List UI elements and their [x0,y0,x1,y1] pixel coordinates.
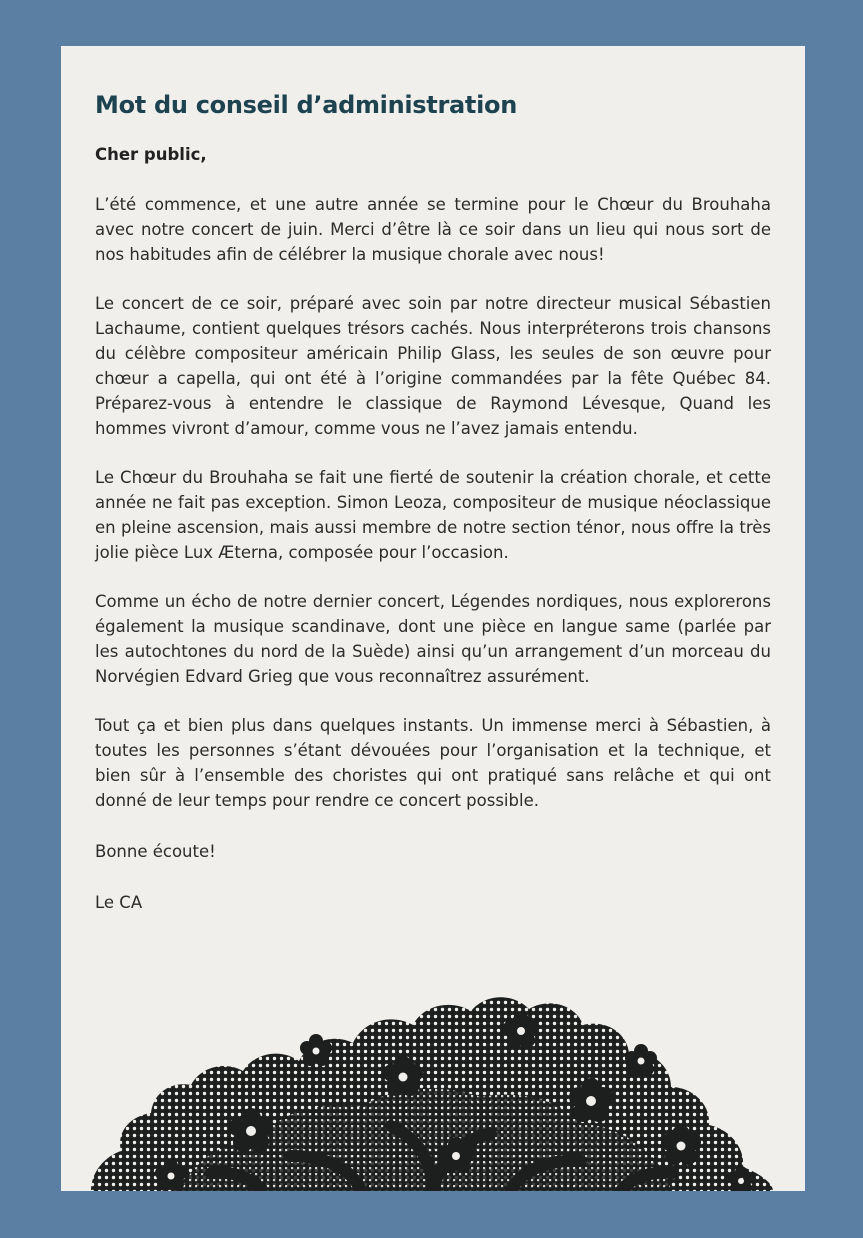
paragraph-5: Tout ça et bien plus dans quelques instants. Un immense merci à Sébastien, à toutes les personnes s’étant dévouées pour l’organisation et la technique, et bien sûr à l’ensemble des choristes qui ont pratiqué sans relâche et qui ont donné de leur temps pour rendre ce concert possible. [95,716,771,810]
closing: Bonne écoute! [95,842,216,861]
program-page [61,46,805,1191]
flower-icon [625,1044,657,1076]
flower-icon [300,1034,332,1066]
page-title: Mot du conseil d’administration [95,91,517,119]
paragraph-1: L’été commence, et une autre année se termine pour le Chœur du Brouhaha avec notre concert de juin. Merci d’être là ce soir dans un lieu qui nous sort de nos habitudes afin de célébrer la musique chorale avec nous! [95,195,771,264]
paragraph-2: Le concert de ce soir, préparé avec soin par notre directeur musical Sébastien Lachaume, contient quelques trésors cachés. Nous interpréterons trois chansons du célèbre compositeur américain Philip Glass, les seules de son œuvre pour chœur a capella, qui ont été à l’origine commandées par la fête Québec 84. Préparez-vous à entendre le classique de Raymond Lévesque, Quand les hommes vivront d’amour, comme vous ne l’avez jamais entendu. [95,294,771,438]
signature: Le CA [95,893,143,912]
letter-content [95,90,771,915]
paragraph-4: Comme un écho de notre dernier concert, Légendes nordiques, nous explorerons également la musique scandinave, dont une pièce en langue same (parlée par les autochtones du nord de la Suède) ainsi qu’un arrangement d’un morceau du Norvégien Edvard Grieg que vous reconnaîtrez assurément. [95,592,771,686]
greeting: Cher public, [95,145,207,164]
flowering-tree-halftone-illustration [61,901,805,1191]
paragraph-3: Le Chœur du Brouhaha se fait une fierté de soutenir la création chorale, et cette année ne fait pas exception. Simon Leoza, compositeur de musique néoclassique en pleine ascension, mais aussi membre de notre section ténor, nous offre la très jolie pièce Lux Æterna, composée pour l’occasion. [95,468,771,562]
